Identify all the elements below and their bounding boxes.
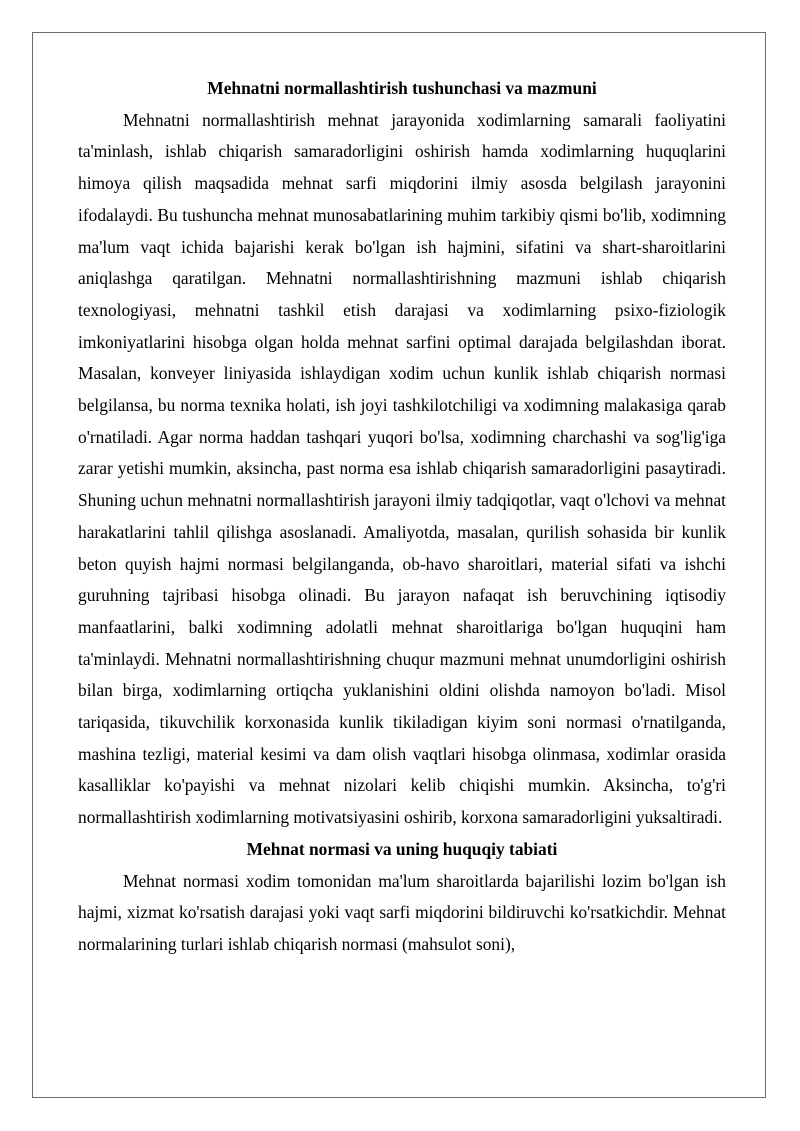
document-body [78,73,726,961]
body-paragraph: Mehnatni normallashtirish mehnat jarayonida xodimlarning samarali faoliyatini ta'minlash, ishlab chiqarish samaradorligini oshirish hamda xodimlarning huquqlarini himoya qilish maqsadida mehnat sarfi miqdorini ilmiy asosda belgilash jarayonini ifodalaydi. Bu tushuncha mehnat munosabatlarining muhim tarkibiy qismi bo'lib, xodimning ma'lum vaqt ichida bajarishi kerak bo'lgan ish hajmini, sifatini va shart-sharoitlarini aniqlashga qaratilgan. Mehnatni normallashtirishning mazmuni ishlab chiqarish texnologiyasi, mehnatni tashkil etish darajasi va xodimlarning psixo-fiziologik imkoniyatlarini hisobga olgan holda mehnat sarfini optimal darajada belgilashdan iborat. Masalan, konveyer liniyasida ishlaydigan xodim uchun kunlik ishlab chiqarish normasi belgilansa, bu norma texnika holati, ish joyi tashkilotchiligi va xodimning malakasiga qarab o'rnatiladi. Agar norma haddan tashqari yuqori bo'lsa, xodimning charchashi va sog'lig'iga zarar yetishi mumkin, aksincha, past norma esa ishlab chiqarish samaradorligini pasaytiradi. Shuning uchun mehnatni normallashtirish jarayoni ilmiy tadqiqotlar, vaqt o'lchovi va mehnat harakatlarini tahlil qilishga asoslanadi. Amaliyotda, masalan, qurilish sohasida bir kunlik beton quyish hajmi normasi belgilanganda, ob-havo sharoitlari, material sifati va ishchi guruhning tajribasi hisobga olinadi. Bu jarayon nafaqat ish beruvchining iqtisodiy manfaatlarini, balki xodimning adolatli mehnat sharoitlariga bo'lgan huquqini ham ta'minlaydi. Mehnatni normallashtirishning chuqur mazmuni mehnat unumdorligini oshirish bilan birga, xodimlarning ortiqcha yuklanishini oldini olishda namoyon bo'ladi. Misol tariqasida, tikuvchilik korxonasida kunlik tikiladigan kiyim soni normasi o'rnatilganda, mashina tezligi, material kesimi va dam olish vaqtlari hisobga olinmasa, xodimlar orasida kasalliklar ko'payishi va mehnat nizolari kelib chiqishi mumkin. Aksincha, to'g'ri normallashtirish xodimlarning motivatsiyasini oshirib, korxona samaradorligini yuksaltiradi. [78,109,726,828]
body-paragraph: Mehnat normasi xodim tomonidan ma'lum sharoitlarda bajarilishi lozim bo'lgan ish hajmi, xizmat ko'rsatish darajasi yoki vaqt sarfi miqdorini bildiruvchi ko'rsatkichdir. Mehnat normalarining turlari ishlab chiqarish normasi (mahsulot soni), [78,870,726,954]
section-heading: Mehnat normasi va uning huquqiy tabiati [246,838,558,859]
section-heading: Mehnatni normallashtirish tushunchasi va mazmuni [207,78,597,98]
